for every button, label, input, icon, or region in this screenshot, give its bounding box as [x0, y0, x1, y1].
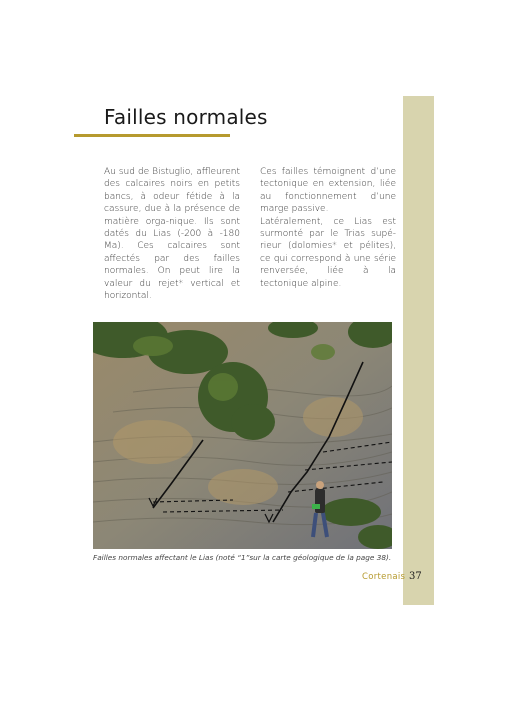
outcrop-photo: [93, 322, 392, 549]
side-band: [403, 96, 434, 605]
title-underline: [74, 134, 230, 137]
text-column-right: [260, 166, 396, 290]
text-column-left: [104, 166, 240, 302]
paragraph-right-1: Ces failles témoignent d’une tectonique en extension, liée au fonctionnement d’une marge passive.: [260, 167, 396, 215]
running-footer-title: Cortenais: [362, 572, 406, 582]
paragraph-right-2: Latéralement, ce Lias est surmonté par le Trias supé-rieur (dolomies* et pélites), ce qui correspond à une série renversée, liée à la tectonique alpine.: [260, 216, 396, 289]
outcrop-photo-drawing: [93, 322, 392, 549]
photo-caption: Failles normales affectant le Lias (noté “1”sur la carte géologique de la page 38).: [93, 553, 392, 562]
page-title: Failles normales: [104, 105, 268, 129]
page-number: 37: [409, 571, 422, 582]
paragraph-left: Au sud de Bistuglio, affleurent des calcaires noirs en petits bancs, à odeur fétide à la cassure, due à la présence de matière orga-nique. Ils sont datés du Lias (-200 à -180 Ma). Ces calcaires sont affectés par des failles normales. On peut lire la valeur du rejet* vertical et horizontal.: [104, 167, 240, 302]
